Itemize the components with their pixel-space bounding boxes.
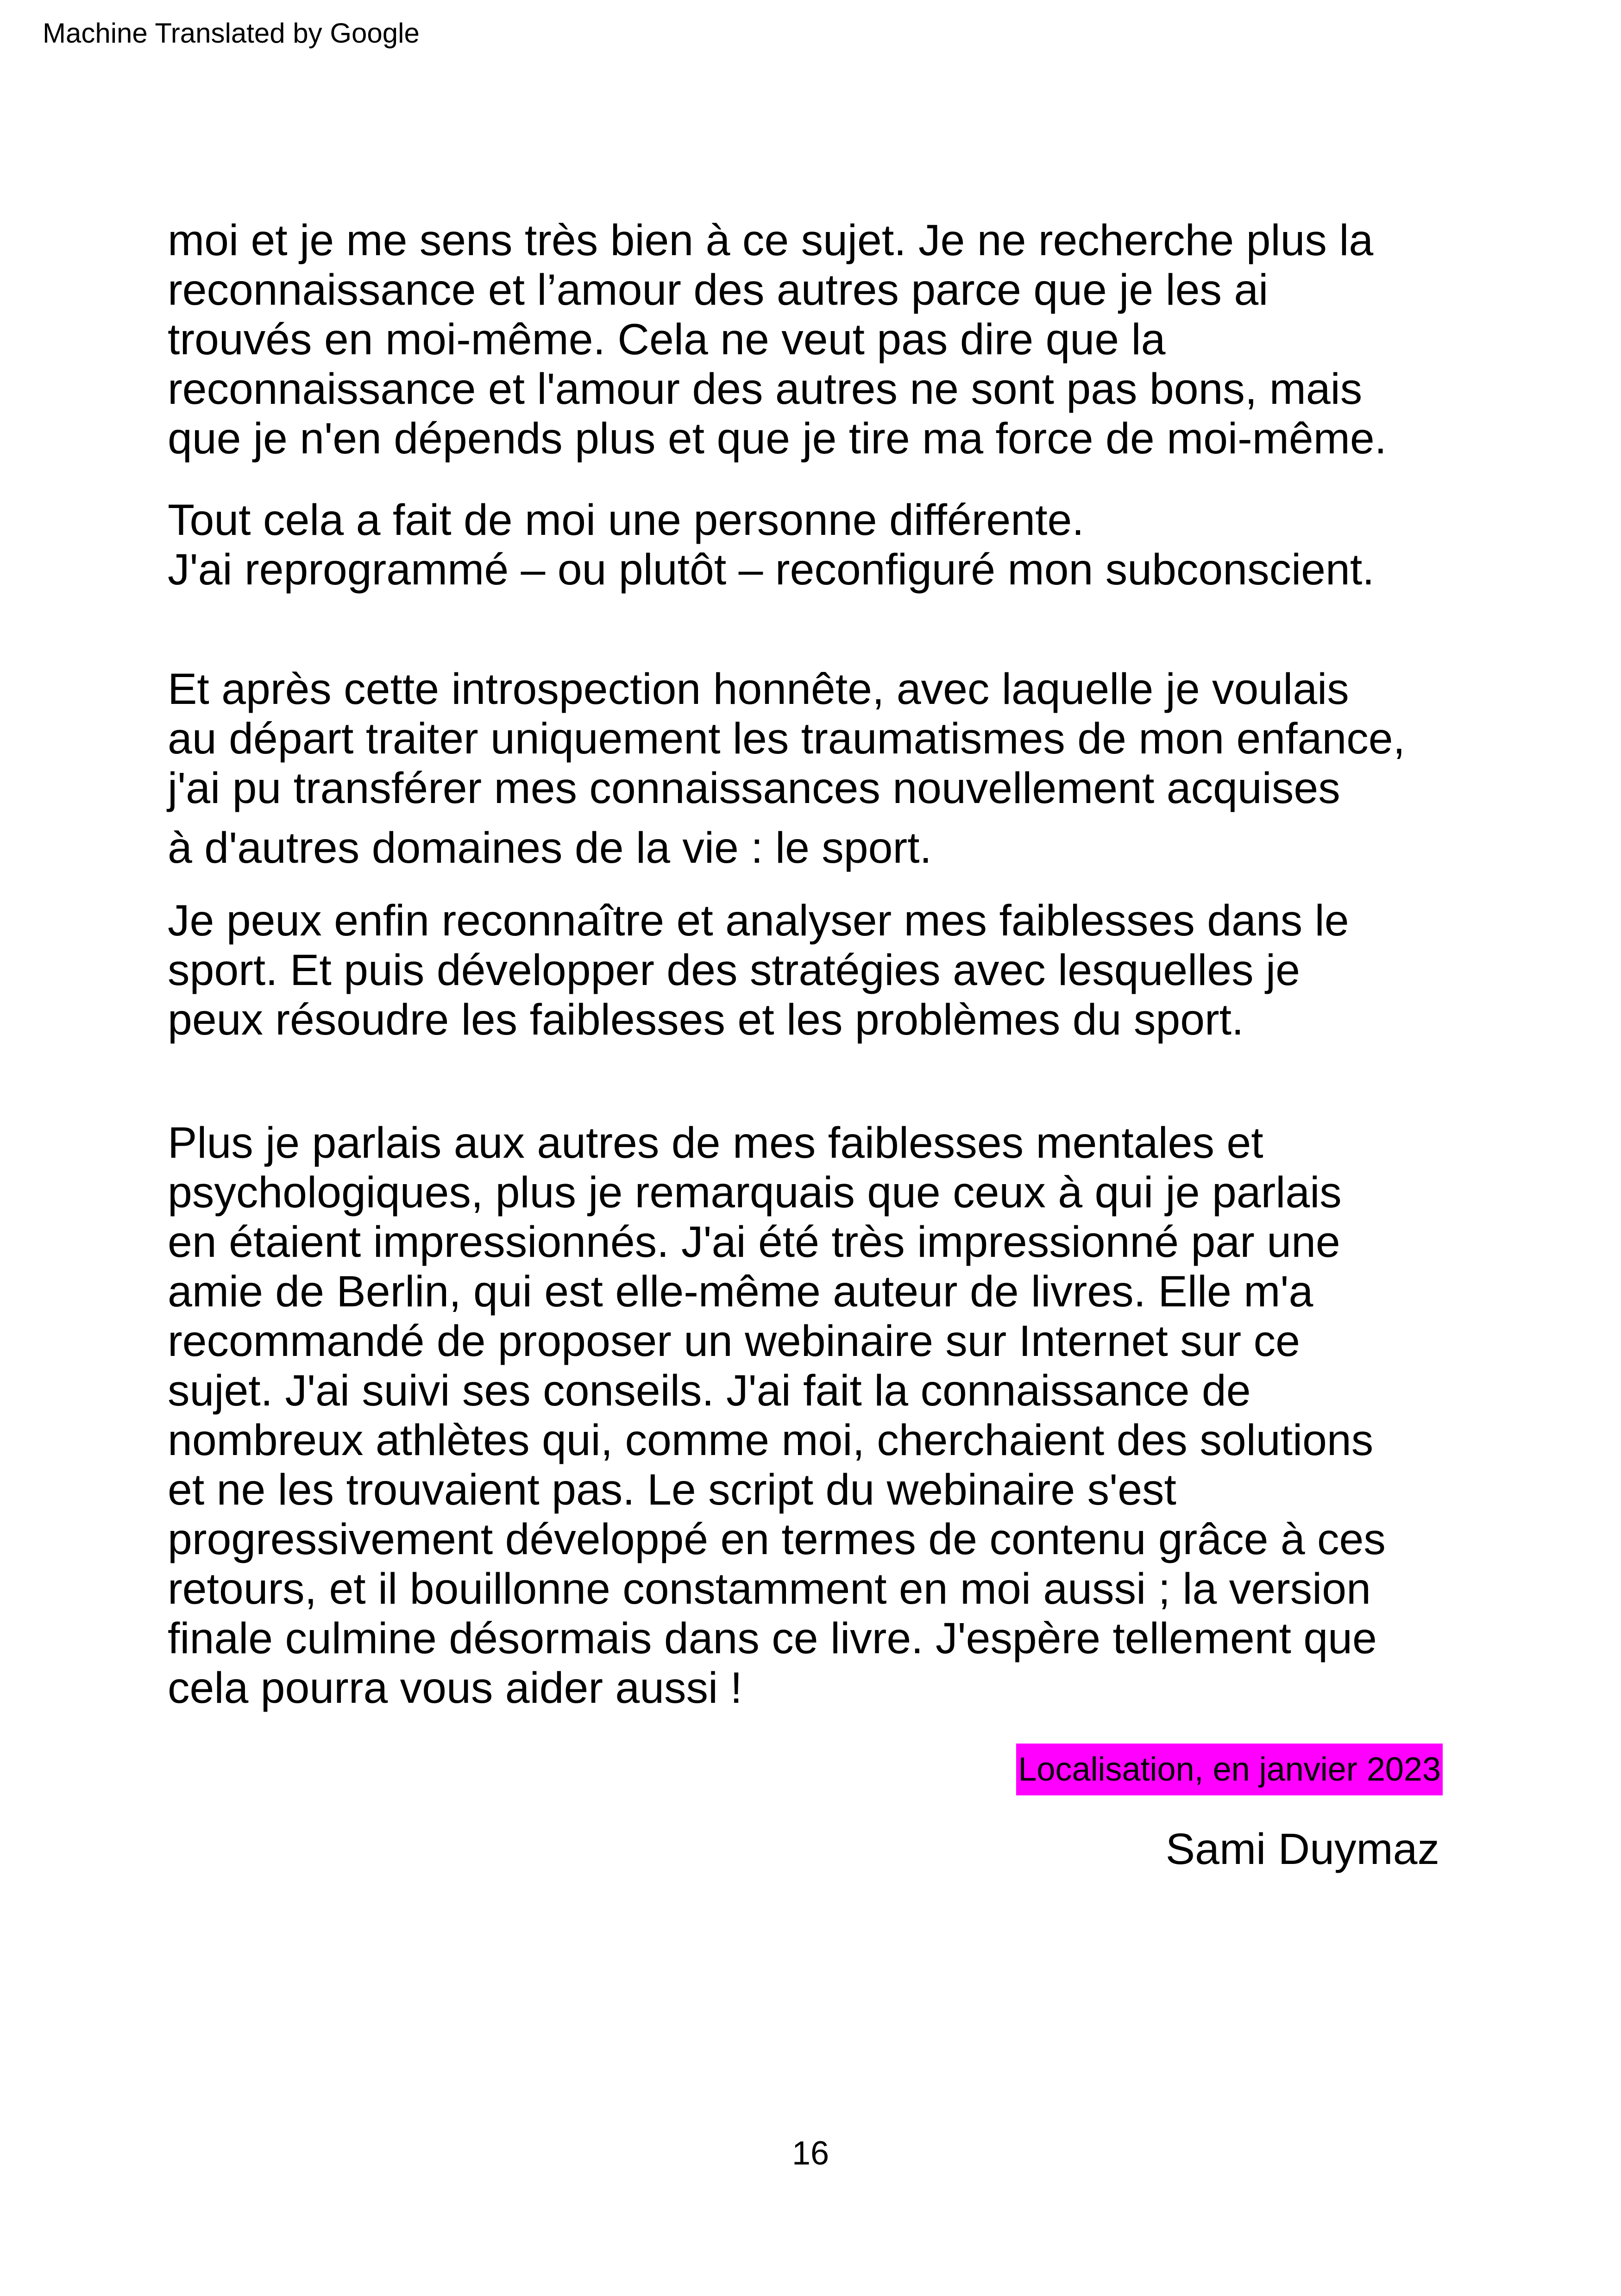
- paragraph-line: retours, et il bouillonne constamment en moi aussi ; la version: [168, 1564, 1371, 1613]
- paragraph-line: peux résoudre les faiblesses et les problèmes du sport.: [168, 995, 1244, 1044]
- paragraph-line: trouvés en moi-même. Cela ne veut pas dire que la: [168, 315, 1166, 364]
- paragraph-line: psychologiques, plus je remarquais que ceux à qui je parlais: [168, 1168, 1342, 1217]
- paragraph-line: à d'autres domaines de la vie : le sport.: [168, 823, 932, 872]
- paragraph-line: recommandé de proposer un webinaire sur Internet sur ce: [168, 1317, 1300, 1366]
- paragraph-line: au départ traiter uniquement les traumatismes de mon enfance,: [168, 714, 1406, 763]
- paragraph-1: [168, 216, 1557, 464]
- page-number: 16: [792, 2135, 829, 2172]
- paragraph-line: et ne les trouvaient pas. Le script du webinaire s'est: [168, 1465, 1176, 1514]
- paragraph-line: moi et je me sens très bien à ce sujet. Je ne recherche plus la: [168, 216, 1374, 265]
- paragraph-line: J'ai reprogrammé – ou plutôt – reconfiguré mon subconscient.: [168, 545, 1375, 594]
- paragraph-line: en étaient impressionnés. J'ai été très impressionné par une: [168, 1217, 1340, 1267]
- paragraph-line: progressivement développé en termes de contenu grâce à ces: [168, 1515, 1386, 1564]
- paragraph-line: nombreux athlètes qui, comme moi, cherchaient des solutions: [168, 1416, 1374, 1465]
- paragraph-2: [168, 496, 1557, 595]
- paragraph-4: [168, 896, 1557, 1045]
- paragraph-line: amie de Berlin, qui est elle-même auteur de livres. Elle m'a: [168, 1267, 1313, 1316]
- paragraph-line: Tout cela a fait de moi une personne différente.: [168, 496, 1084, 545]
- paragraph-line: reconnaissance et l’amour des autres parce que je les ai: [168, 265, 1269, 314]
- paragraph-line: sport. Et puis développer des stratégies avec lesquelles je: [168, 946, 1300, 995]
- paragraph-line: cela pourra vous aider aussi !: [168, 1663, 742, 1713]
- paragraph-line: Je peux enfin reconnaître et analyser mes faiblesses dans le: [168, 896, 1349, 945]
- paragraph-5: [168, 1118, 1557, 1713]
- paragraph-line: finale culmine désormais dans ce livre. J'espère tellement que: [168, 1614, 1377, 1663]
- paragraph-line: reconnaissance et l'amour des autres ne sont pas bons, mais: [168, 364, 1363, 414]
- paragraph-line: Et après cette introspection honnête, avec laquelle je voulais: [168, 665, 1349, 714]
- machine-translation-note: Machine Translated by Google: [43, 18, 420, 49]
- paragraph-line: que je n'en dépends plus et que je tire ma force de moi-même.: [168, 414, 1387, 463]
- author-signature: Sami Duymaz: [1165, 1825, 1439, 1874]
- location-date-highlight: Localisation, en janvier 2023: [1016, 1744, 1443, 1795]
- paragraph-3: [168, 665, 1557, 873]
- paragraph-line: Plus je parlais aux autres de mes faiblesses mentales et: [168, 1118, 1263, 1167]
- paragraph-line: j'ai pu transférer mes connaissances nouvellement acquises: [168, 764, 1340, 813]
- paragraph-line: sujet. J'ai suivi ses conseils. J'ai fait la connaissance de: [168, 1366, 1251, 1415]
